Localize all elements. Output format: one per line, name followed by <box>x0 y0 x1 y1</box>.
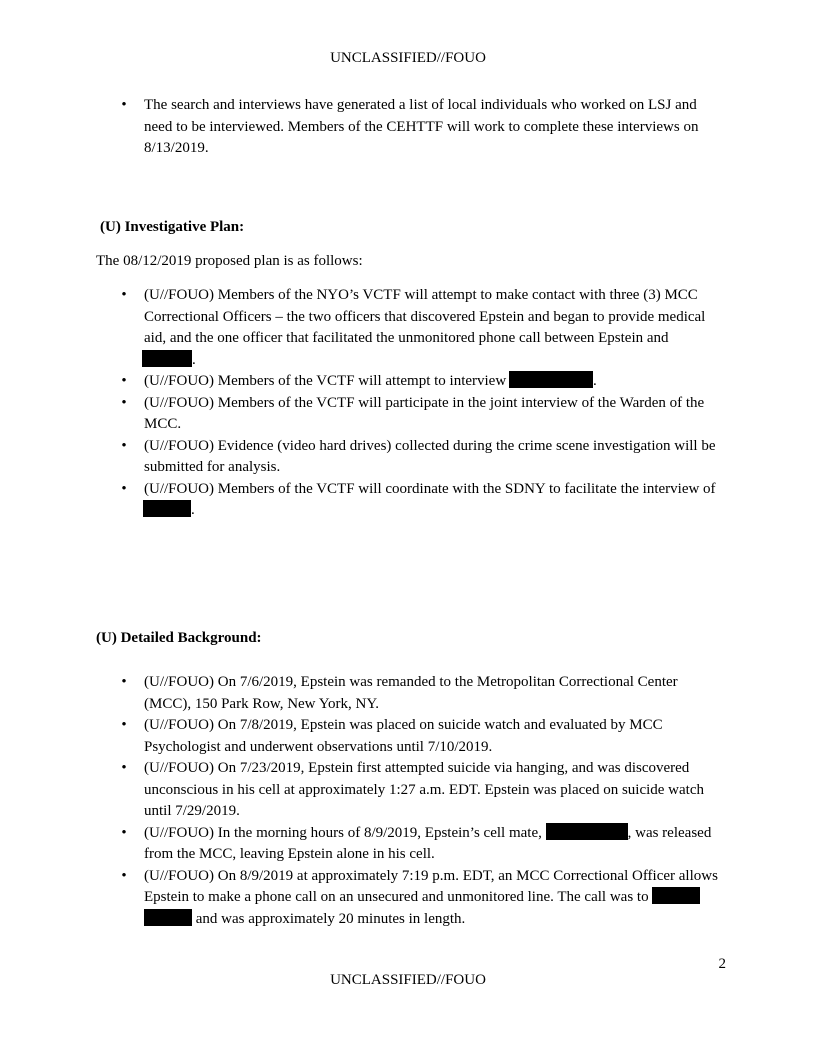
list-item-suffix: . <box>592 373 597 389</box>
list-item-text: (U//FOUO) On 7/6/2019, Epstein was remanded to the Metropolitan Correctional Center (MCC), 150 Park Row, New York, NY. <box>144 674 678 712</box>
list-item <box>96 823 720 866</box>
list-item-text: (U//FOUO) Members of the VCTF will participate in the joint interview of the Warden of the MCC. <box>144 394 705 432</box>
list-item-text: (U//FOUO) In the morning hours of 8/9/2019, Epstein’s cell mate, <box>144 824 542 841</box>
investigative-plan-list <box>96 285 720 522</box>
redaction-box <box>143 500 191 517</box>
bullet-icon: • <box>121 760 127 776</box>
bullet-icon: • <box>121 287 127 303</box>
investigative-plan-heading: (U) Investigative Plan: <box>100 219 245 235</box>
bullet-icon: • <box>121 373 127 389</box>
list-item-text: (U//FOUO) Members of the VCTF will coordinate with the SDNY to facilitate the interview of <box>144 480 716 497</box>
bullet-icon: • <box>121 480 127 497</box>
list-item-text: (U//FOUO) On 7/23/2019, Epstein first attempted suicide via hanging, and was discovered unconscious in his cell at approximately 1:27 a.m. EDT. Epstein was placed on suicide watch until 7/29/2019. <box>144 760 704 819</box>
investigative-plan-intro: The 08/12/2019 proposed plan is as follows: <box>96 253 363 269</box>
list-item <box>96 393 720 436</box>
redaction-box <box>546 823 628 840</box>
redaction-box <box>509 371 593 388</box>
list-item-text: (U//FOUO) On 8/9/2019 at approximately 7:19 p.m. EDT, an MCC Correctional Officer allows Epstein to make a phone call on an unsecured and unmonitored line. The call was to <box>144 867 718 905</box>
bullet-icon: • <box>121 674 127 690</box>
classification-footer: UNCLASSIFIED//FOUO <box>330 972 486 988</box>
list-item-suffix: and was approximately 20 minutes in length. <box>195 910 466 927</box>
list-item <box>96 285 720 371</box>
list-item-text: (U//FOUO) On 7/8/2019, Epstein was placed on suicide watch and evaluated by MCC Psychologist and underwent observations until 7/10/2019. <box>144 717 663 755</box>
bullet-icon: • <box>121 867 127 884</box>
list-item <box>96 371 720 393</box>
list-item-suffix: . <box>192 351 196 368</box>
redaction-box <box>652 887 700 904</box>
bullet-icon: • <box>121 394 127 411</box>
redaction-box <box>144 909 192 926</box>
list-item-suffix: . <box>191 502 195 518</box>
list-item <box>96 758 720 823</box>
bullet-icon: • <box>121 97 127 113</box>
list-item <box>96 95 720 160</box>
intro-bullet-list <box>96 95 720 160</box>
list-item <box>96 715 720 758</box>
bullet-icon: • <box>121 824 127 841</box>
list-item <box>96 866 720 931</box>
bullet-icon: • <box>121 437 127 454</box>
detailed-background-list <box>96 672 720 930</box>
redaction-box <box>142 350 192 367</box>
list-item-text: (U//FOUO) Members of the VCTF will attempt to interview <box>144 373 507 389</box>
list-item-text: (U//FOUO) Evidence (video hard drives) collected during the crime scene investigation will be submitted for analysis. <box>144 437 716 475</box>
classification-header: UNCLASSIFIED//FOUO <box>330 50 486 66</box>
detailed-background-heading: (U) Detailed Background: <box>96 630 262 646</box>
list-item-text: The search and interviews have generated a list of local individuals who worked on LSJ and need to be interviewed. Members of the CEHTTF will work to complete these interviews on 8/13/2019. <box>144 97 699 156</box>
page-number: 2 <box>718 956 726 972</box>
list-item <box>96 436 720 479</box>
list-item <box>96 672 720 715</box>
list-item <box>96 479 720 522</box>
bullet-icon: • <box>121 717 127 733</box>
list-item-text: (U//FOUO) Members of the NYO’s VCTF will attempt to make contact with three (3) MCC Correctional Officers – the two officers that discovered Epstein and began to provide medical aid, and the one officer that facilitated the unmonitored phone call between Epstein and <box>144 287 706 346</box>
list-item-suffix: , was released from the MCC, leaving Epstein alone in his cell. <box>144 824 712 862</box>
